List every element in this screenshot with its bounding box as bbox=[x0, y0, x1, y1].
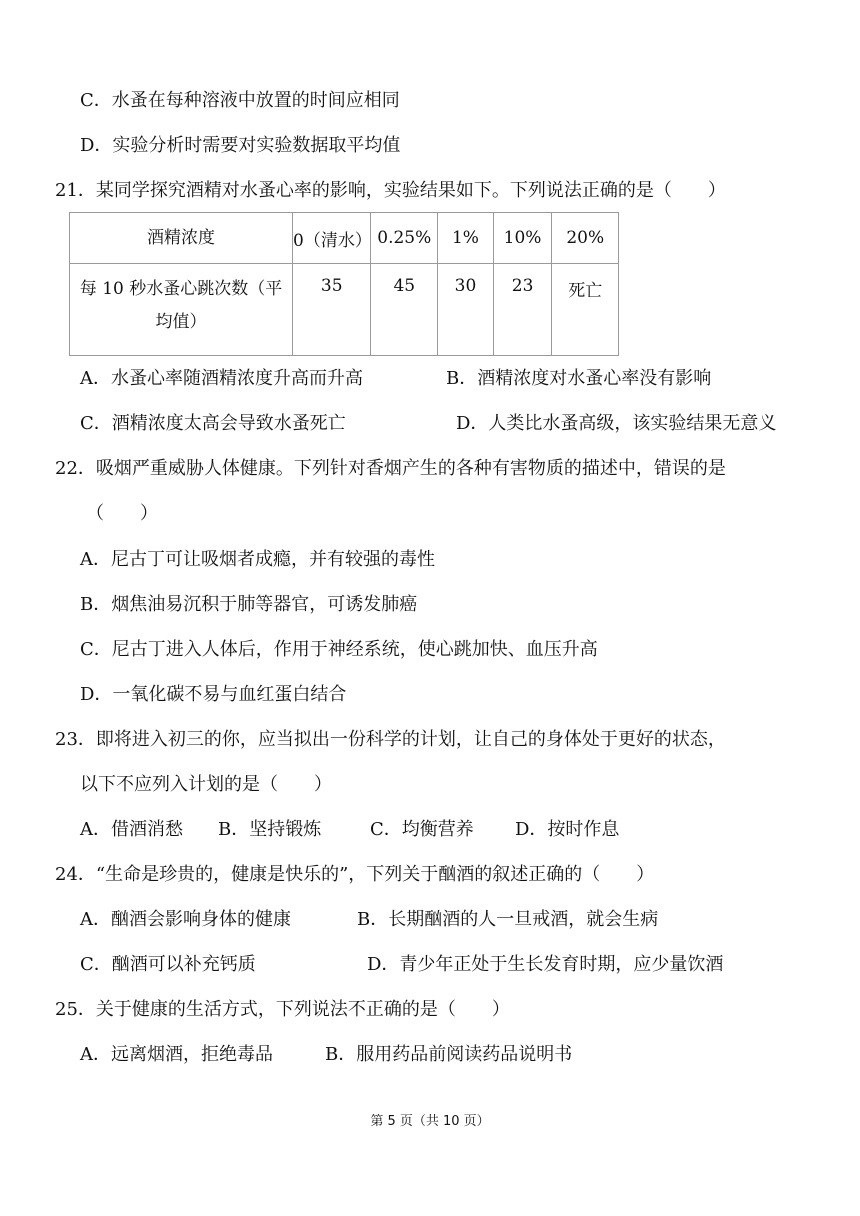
q24-stem: 24．“生命是珍贵的，健康是快乐的”，下列关于酗酒的叙述正确的（ ） bbox=[55, 864, 655, 885]
table-cell: 1% bbox=[438, 213, 494, 264]
q22-stem-line1: 22．吸烟严重威胁人体健康。下列针对香烟产生的各种有害物质的描述中，错误的是 bbox=[55, 458, 726, 479]
table-header-concentration: 酒精浓度 bbox=[70, 213, 293, 264]
q21-option-c: C．酒精浓度太高会导致水蚤死亡 bbox=[80, 413, 346, 434]
q23-stem-line1: 23．即将进入初三的你，应当拟出一份科学的计划，让自己的身体处于更好的状态， bbox=[55, 729, 726, 750]
table-header-heartbeat bbox=[70, 264, 293, 356]
table-cell: 23 bbox=[493, 264, 552, 356]
q23-option-d: D．按时作息 bbox=[515, 819, 620, 840]
q22-option-c: C．尼古丁进入人体后，作用于神经系统，使心跳加快、血压升高 bbox=[80, 639, 598, 660]
q22-option-a: A．尼古丁可让吸烟者成瘾，并有较强的毒性 bbox=[80, 549, 435, 570]
q25-stem: 25．关于健康的生活方式，下列说法不正确的是（ ） bbox=[55, 999, 510, 1020]
table-row bbox=[70, 264, 619, 356]
q24-option-b: B．长期酗酒的人一旦戒酒，就会生病 bbox=[357, 909, 659, 930]
q23-option-b: B．坚持锻炼 bbox=[218, 819, 322, 840]
q25-option-b: B．服用药品前阅读药品说明书 bbox=[325, 1044, 573, 1065]
q24-option-a: A．酗酒会影响身体的健康 bbox=[80, 909, 291, 930]
table-cell: 35 bbox=[293, 264, 371, 356]
q23-option-a: A．借酒消愁 bbox=[80, 819, 183, 840]
table-cell: 45 bbox=[371, 264, 438, 356]
heartbeat-label-line2: 均值） bbox=[155, 312, 207, 332]
q20-option-c: C．水蚤在每种溶液中放置的时间应相同 bbox=[80, 90, 400, 111]
q23-option-c: C．均衡营养 bbox=[370, 819, 474, 840]
q23-stem-line2: 以下不应列入计划的是（ ） bbox=[80, 774, 332, 795]
q20-option-d: D．实验分析时需要对实验数据取平均值 bbox=[80, 135, 401, 156]
q21-option-a: A．水蚤心率随酒精浓度升高而升高 bbox=[80, 368, 363, 389]
table-cell: 30 bbox=[438, 264, 494, 356]
q22-option-b: B．烟焦油易沉积于肺等器官，可诱发肺癌 bbox=[80, 594, 418, 615]
table-cell: 10% bbox=[493, 213, 552, 264]
q25-option-a: A．远离烟酒，拒绝毒品 bbox=[80, 1044, 273, 1065]
q22-stem-line2: （ ） bbox=[86, 503, 158, 524]
table-cell: 死亡 bbox=[552, 264, 619, 356]
q21-data-table bbox=[69, 212, 619, 356]
q21-option-b: B．酒精浓度对水蚤心率没有影响 bbox=[446, 368, 712, 389]
table-cell: 20% bbox=[552, 213, 619, 264]
table-cell: 0（清水） bbox=[293, 213, 371, 264]
q21-stem: 21．某同学探究酒精对水蚤心率的影响，实验结果如下。下列说法正确的是（ ） bbox=[55, 180, 726, 201]
table-row bbox=[70, 213, 619, 264]
q24-option-c: C．酗酒可以补充钙质 bbox=[80, 954, 256, 975]
page-footer: 第 5 页（共 10 页） bbox=[370, 1114, 490, 1129]
table-cell: 0.25% bbox=[371, 213, 438, 264]
q22-option-d: D．一氧化碳不易与血红蛋白结合 bbox=[80, 684, 347, 705]
q21-option-d: D．人类比水蚤高级，该实验结果无意义 bbox=[456, 413, 777, 434]
q24-option-d: D．青少年正处于生长发育时期，应少量饮酒 bbox=[367, 954, 724, 975]
heartbeat-label-line1: 每 10 秒水蚤心跳次数（平 bbox=[79, 279, 283, 299]
